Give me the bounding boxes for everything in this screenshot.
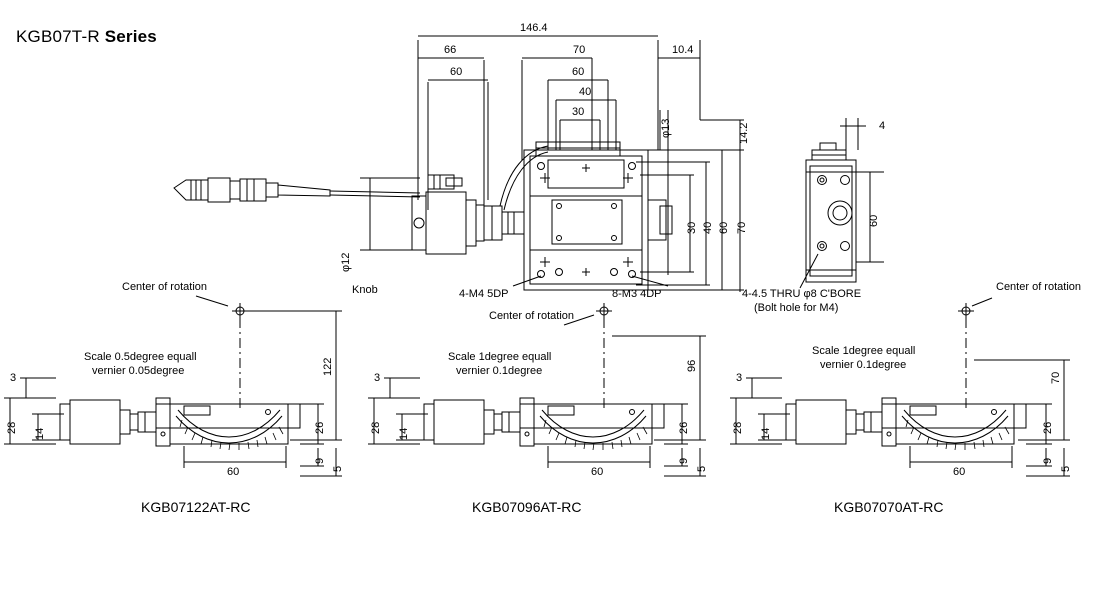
dim-phi12: φ12 xyxy=(340,252,352,272)
variant-2-dim-width: 60 xyxy=(591,466,604,478)
label-4-m4: 4-M4 5DP xyxy=(459,288,509,300)
dim-h40: 40 xyxy=(702,221,714,234)
variant-2-scale-line2: vernier 0.1degree xyxy=(456,365,543,377)
dim-overall: 146.4 xyxy=(520,22,548,34)
dim-height-14-2: 14.2 xyxy=(738,122,750,144)
variant-2-dim-left: 28 xyxy=(370,421,382,434)
variant-3-model: KGB07070AT-RC xyxy=(834,499,944,515)
variant-1-dim-top: 3 xyxy=(10,372,17,384)
variant-2-model: KGB07096AT-RC xyxy=(472,499,582,515)
variant-1-dim-left: 28 xyxy=(6,421,18,434)
label-thru-cbore-sub: (Bolt hole for M4) xyxy=(754,302,839,314)
page-title-prefix: KGB07T-R xyxy=(16,27,105,46)
dim-h70: 70 xyxy=(736,221,748,234)
variant-2-scale-line1: Scale 1degree equall xyxy=(448,351,552,363)
variant-1-scale-line1: Scale 0.5degree equall xyxy=(84,351,197,363)
variant-2-dim-foot: 5 xyxy=(696,465,708,472)
variant-2-dim-top: 3 xyxy=(374,372,381,384)
variant-1-dim-foot: 5 xyxy=(332,465,344,472)
dim-side-60: 60 xyxy=(868,214,880,227)
variant-2-center-label: Center of rotation xyxy=(489,310,574,322)
variant-1-model: KGB07122AT-RC xyxy=(141,499,251,515)
variant-2-dim-right: 26 xyxy=(678,421,690,434)
variant-1-dim-right: 26 xyxy=(314,421,326,434)
variant-3-dim-foot: 5 xyxy=(1060,465,1072,472)
dim-sub60-right: 60 xyxy=(572,66,585,78)
variant-3-center-label: Center of rotation xyxy=(996,281,1081,293)
variant-1-scale-line2: vernier 0.05degree xyxy=(92,365,185,377)
variant-1-center-label: Center of rotation xyxy=(122,281,207,293)
variant-3-dim-top: 3 xyxy=(736,372,743,384)
dim-side-4: 4 xyxy=(879,120,886,132)
dim-h60: 60 xyxy=(718,221,730,234)
variant-1-dim-base: 9 xyxy=(314,457,326,464)
dim-stage-width: 70 xyxy=(573,44,586,56)
variant-3-dim-base: 9 xyxy=(1042,457,1054,464)
variant-3-dim-left: 28 xyxy=(732,421,744,434)
dim-sub40: 40 xyxy=(579,86,592,98)
variant-3-scale-line2: vernier 0.1degree xyxy=(820,359,907,371)
variant-3-dim-width: 60 xyxy=(953,466,966,478)
variant-2-dim-base: 9 xyxy=(678,457,690,464)
variant-3-dim-inner: 14 xyxy=(760,427,772,440)
label-thru-cbore: 4-4.5 THRU φ8 C'BORE xyxy=(742,288,862,300)
variant-1-dim-width: 60 xyxy=(227,466,240,478)
variant-1-dim-height: 122 xyxy=(322,357,334,376)
variant-2-dim-height: 96 xyxy=(686,359,698,372)
variant-1-dim-inner: 14 xyxy=(34,427,46,440)
variant-2-dim-inner: 14 xyxy=(398,427,410,440)
dim-right-edge: 10.4 xyxy=(672,44,694,56)
dim-bore13: φ13 xyxy=(660,118,672,138)
dim-sub60-left: 60 xyxy=(450,66,463,78)
variant-3-dim-right: 26 xyxy=(1042,421,1054,434)
dim-h30: 30 xyxy=(686,221,698,234)
variant-3-scale-line1: Scale 1degree equall xyxy=(812,345,916,357)
label-8-m3: 8-M3 4DP xyxy=(612,288,662,300)
variant-3-dim-height: 70 xyxy=(1050,371,1062,384)
dim-sub30: 30 xyxy=(572,106,585,118)
page-title-series: Series xyxy=(104,27,157,46)
dim-left-block: 66 xyxy=(444,44,457,56)
label-knob: Knob xyxy=(352,284,378,296)
